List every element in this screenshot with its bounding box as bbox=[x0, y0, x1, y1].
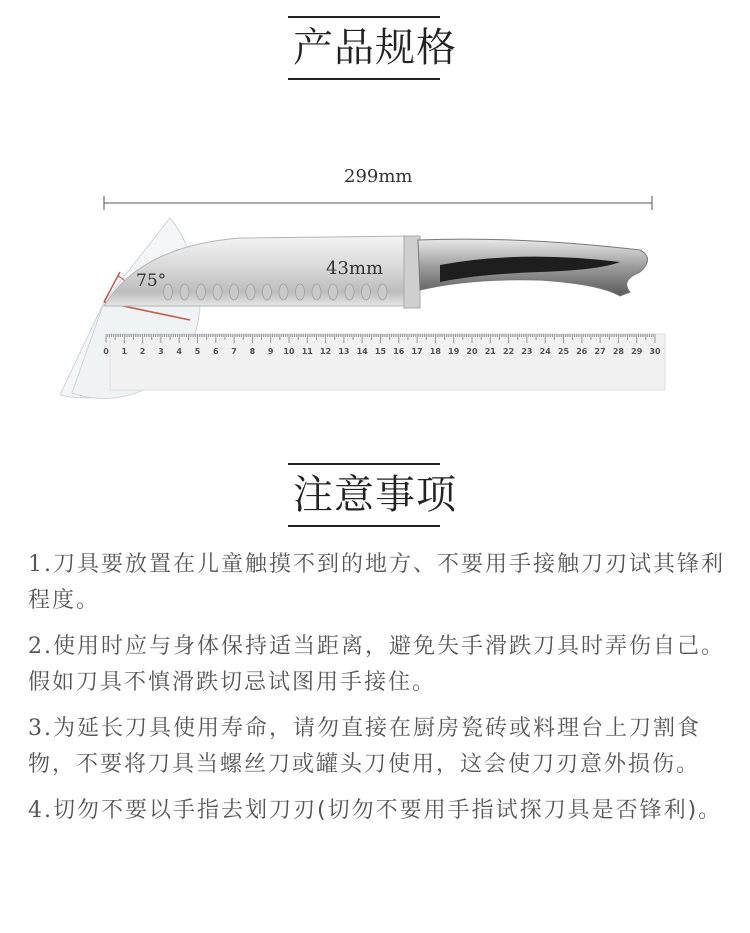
ruler-tick-label: 28 bbox=[612, 347, 624, 356]
ruler-tick-label: 13 bbox=[338, 347, 350, 356]
ruler-tick-label: 21 bbox=[484, 347, 496, 356]
ruler-tick-label: 4 bbox=[176, 347, 182, 356]
ruler-tick-label: 5 bbox=[194, 347, 201, 356]
ruler-tick-label: 9 bbox=[267, 347, 274, 356]
width-label: 43mm bbox=[326, 258, 384, 279]
length-dimension-line bbox=[104, 196, 652, 210]
product-illustration bbox=[0, 0, 750, 420]
ruler-tick-label: 20 bbox=[466, 347, 478, 356]
ruler-tick-label: 3 bbox=[158, 347, 164, 356]
note-item: 3.为延长刀具使用寿命，请勿直接在厨房瓷砖或料理台上刀割食物，不要将刀具当螺丝刀或罐头刀使用，这会使刀刃意外损伤。 bbox=[28, 716, 702, 777]
ruler-tick-label: 18 bbox=[429, 347, 441, 356]
ruler-tick-label: 29 bbox=[631, 347, 643, 356]
angle-label: 75° bbox=[136, 271, 167, 291]
ruler bbox=[103, 334, 665, 390]
title-rule-bottom bbox=[288, 525, 440, 527]
note-item: 4.切勿不要以手指去划刀刃(切勿不要用手指试探刀具是否锋利)。 bbox=[28, 798, 723, 823]
ruler-tick-label: 23 bbox=[521, 347, 533, 356]
ruler-tick-label: 16 bbox=[393, 347, 405, 356]
ruler-tick-label: 27 bbox=[594, 347, 606, 356]
ruler-tick-label: 10 bbox=[283, 347, 295, 356]
ruler-tick-label: 11 bbox=[301, 347, 313, 356]
ruler-tick-label: 25 bbox=[557, 347, 570, 356]
ruler-tick-label: 24 bbox=[539, 347, 551, 356]
notes-title-text: 注意事项 bbox=[293, 472, 457, 518]
ruler-tick-label: 8 bbox=[249, 347, 256, 356]
note-item: 2.使用时应与身体保持适当距离，避免失手滑跌刀具时弄伤自己。假如刀具不慎滑跌切忌试图用手接住。 bbox=[28, 634, 726, 695]
spec-title-text: 产品规格 bbox=[293, 25, 457, 71]
ruler-tick-label: 17 bbox=[411, 347, 423, 356]
ruler-tick-label: 7 bbox=[231, 347, 237, 356]
ruler-tick-label: 14 bbox=[356, 347, 368, 356]
ruler-tick-label: 22 bbox=[503, 347, 515, 356]
note-item: 1.刀具要放置在儿童触摸不到的地方、不要用手接触刀刃试其锋利程度。 bbox=[28, 552, 726, 613]
ruler-tick-label: 15 bbox=[374, 347, 387, 356]
title-rule-top bbox=[288, 463, 440, 465]
ruler-tick-label: 19 bbox=[448, 347, 460, 356]
ruler-tick-label: 12 bbox=[320, 347, 332, 356]
ruler-tick-label: 2 bbox=[139, 347, 146, 356]
ruler-tick-label: 6 bbox=[213, 347, 219, 356]
notes-list bbox=[28, 547, 728, 839]
ruler-tick-label: 30 bbox=[649, 347, 661, 356]
ruler-tick-label: 1 bbox=[121, 347, 128, 356]
ruler-tick-label: 0 bbox=[103, 347, 109, 356]
length-label: 299mm bbox=[344, 166, 413, 187]
notes-section-title bbox=[0, 463, 750, 527]
ruler-tick-label: 26 bbox=[576, 347, 588, 356]
